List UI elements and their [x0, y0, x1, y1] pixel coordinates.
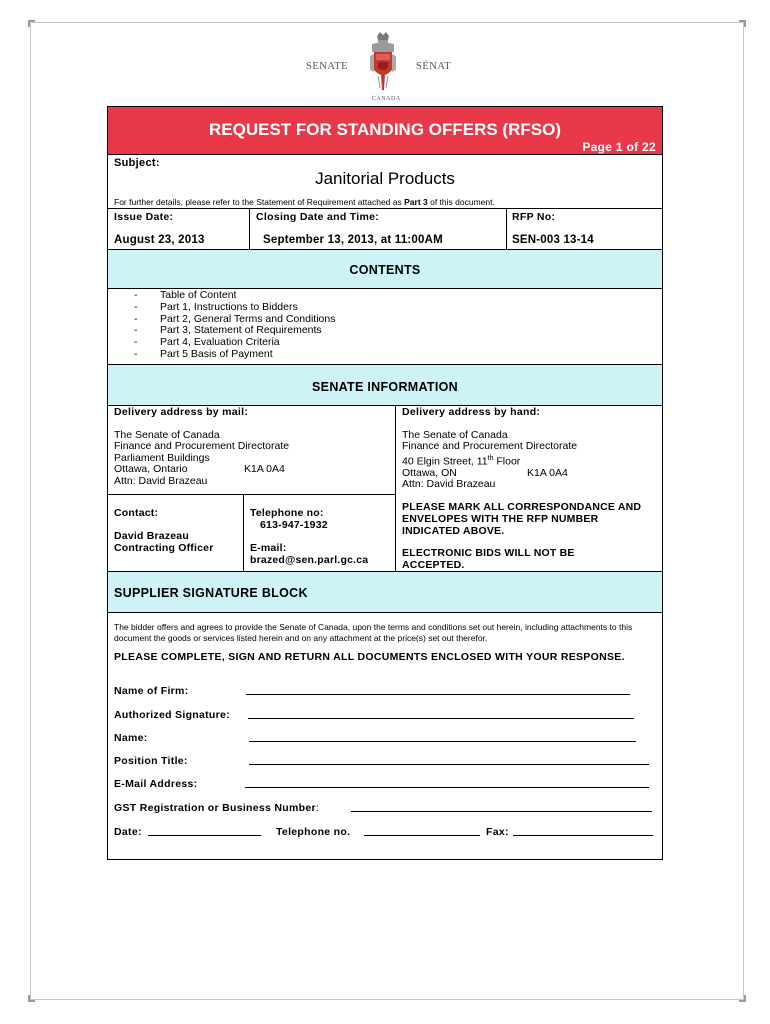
rfp-number-label: RFP No: [512, 211, 556, 223]
mail-address-block [114, 407, 390, 488]
complete-sign-return-notice: PLEASE COMPLETE, SIGN AND RETURN ALL DOCUMENTS ENCLOSED WITH YOUR RESPONSE. [114, 651, 625, 663]
authorized-signature-field[interactable] [248, 709, 634, 719]
rfp-number-value: SEN-003 13-14 [512, 234, 594, 246]
corner-mark [28, 20, 35, 27]
mark-correspondence-notice: PLEASE MARK ALL CORRESPONDANCE AND ENVELOPES WITH THE RFP NUMBER INDICATED ABOVE. [402, 501, 642, 537]
name-of-firm-field[interactable] [246, 685, 630, 695]
telephone-value: 613-947-1932 [260, 519, 328, 531]
issue-date-value: August 23, 2013 [114, 234, 205, 246]
closing-date-label: Closing Date and Time: [256, 211, 380, 223]
list-item: - Part 4, Evaluation Criteria [134, 337, 335, 349]
hand-address-line: Attn: David Brazeau [402, 478, 496, 491]
contents-list [134, 290, 335, 361]
senate-information-heading: SENATE INFORMATION [312, 380, 458, 394]
mail-address-line: Parliament Buildings [114, 451, 210, 464]
hand-address-heading: Delivery address by hand: [402, 406, 541, 418]
list-item: - Part 3, Statement of Requirements [134, 325, 335, 337]
mail-postal-code: K1A 0A4 [244, 463, 285, 476]
issue-date-label: Issue Date: [114, 211, 174, 223]
email-label: E-mail: [250, 542, 287, 554]
senate-information-band [108, 365, 662, 405]
supplier-signature-band [108, 572, 662, 612]
list-item: - Table of Content [134, 290, 335, 302]
hand-address-line: Finance and Procurement Directorate [402, 440, 578, 453]
page-number: Page 1 of 22 [582, 140, 656, 154]
mail-address-line: Attn: David Brazeau [114, 474, 208, 487]
logo-text-senate: SENATE [306, 61, 349, 72]
contact-label: Contact: [114, 507, 159, 519]
mail-address-line: Finance and Procurement Directorate [114, 440, 290, 453]
corner-mark [739, 20, 746, 27]
telephone-no-field[interactable] [364, 826, 480, 836]
senate-logo [300, 30, 470, 106]
authorized-signature-label: Authorized Signature: [114, 709, 230, 721]
mail-address-heading: Delivery address by mail: [114, 406, 249, 418]
gst-label: GST Registration or Business Number: [114, 802, 320, 814]
supplier-agreement-text: The bidder offers and agrees to provide the Senate of Canada, upon the terms and conditions set out herein, including attachments to this document the goods or services listed herein and on any attachment at the price(s) set out therefor. [114, 622, 633, 643]
position-title-field[interactable] [249, 755, 649, 765]
corner-mark [739, 995, 746, 1002]
page-title: REQUEST FOR STANDING OFFERS (RFSO) [209, 120, 561, 139]
position-title-label: Position Title: [114, 755, 188, 767]
hand-address-block [402, 407, 658, 491]
hand-address-line: Ottawa, ON [402, 466, 457, 479]
hand-address-line: The Senate of Canada [402, 428, 508, 441]
mail-address-line: The Senate of Canada [114, 428, 220, 441]
telephone-no-label: Telephone no. [276, 826, 351, 838]
hand-postal-code: K1A 0A4 [527, 466, 568, 479]
contact-title: Contracting Officer [114, 542, 214, 554]
logo-text-senat: SÉNAT [416, 61, 452, 72]
date-field[interactable] [148, 826, 261, 836]
logo-text-canada: CANADA [372, 96, 401, 102]
corner-mark [28, 995, 35, 1002]
contents-heading-band [108, 250, 662, 288]
hand-address-line: 40 Elgin Street, 11th Floor [402, 454, 521, 468]
contact-name: David Brazeau [114, 530, 189, 542]
list-item: - Part 5 Basis of Payment [134, 349, 335, 361]
date-label: Date: [114, 826, 142, 838]
name-label: Name: [114, 732, 148, 744]
further-details-note: For further details, please refer to the Statement of Requirement attached as Part 3 of this document. [114, 197, 495, 207]
fax-field[interactable] [513, 826, 653, 836]
telephone-label: Telephone no: [250, 507, 324, 519]
gst-field[interactable] [351, 802, 652, 812]
electronic-bids-notice: ELECTRONIC BIDS WILL NOT BE ACCEPTED. [402, 547, 575, 571]
list-item: - Part 1, Instructions to Bidders [134, 302, 335, 314]
name-of-firm-label: Name of Firm: [114, 685, 189, 697]
list-item: - Part 2, General Terms and Conditions [134, 314, 335, 326]
subject-value: Janitorial Products [315, 169, 455, 188]
title-bar [108, 107, 662, 154]
senate-crest-icon [368, 30, 398, 96]
contents-heading: CONTENTS [349, 263, 421, 277]
rfso-form [107, 106, 663, 860]
subject-label: Subject: [114, 157, 160, 169]
fax-label: Fax: [486, 826, 509, 838]
name-field[interactable] [249, 732, 636, 742]
email-address-label: E-Mail Address: [114, 778, 198, 790]
email-address-field[interactable] [245, 778, 649, 788]
email-value: brazed@sen.parl.gc.ca [250, 554, 369, 566]
supplier-signature-heading: SUPPLIER SIGNATURE BLOCK [114, 586, 308, 600]
mail-address-line: Ottawa, Ontario [114, 463, 188, 476]
closing-date-value: September 13, 2013, at 11:00AM [263, 234, 443, 246]
